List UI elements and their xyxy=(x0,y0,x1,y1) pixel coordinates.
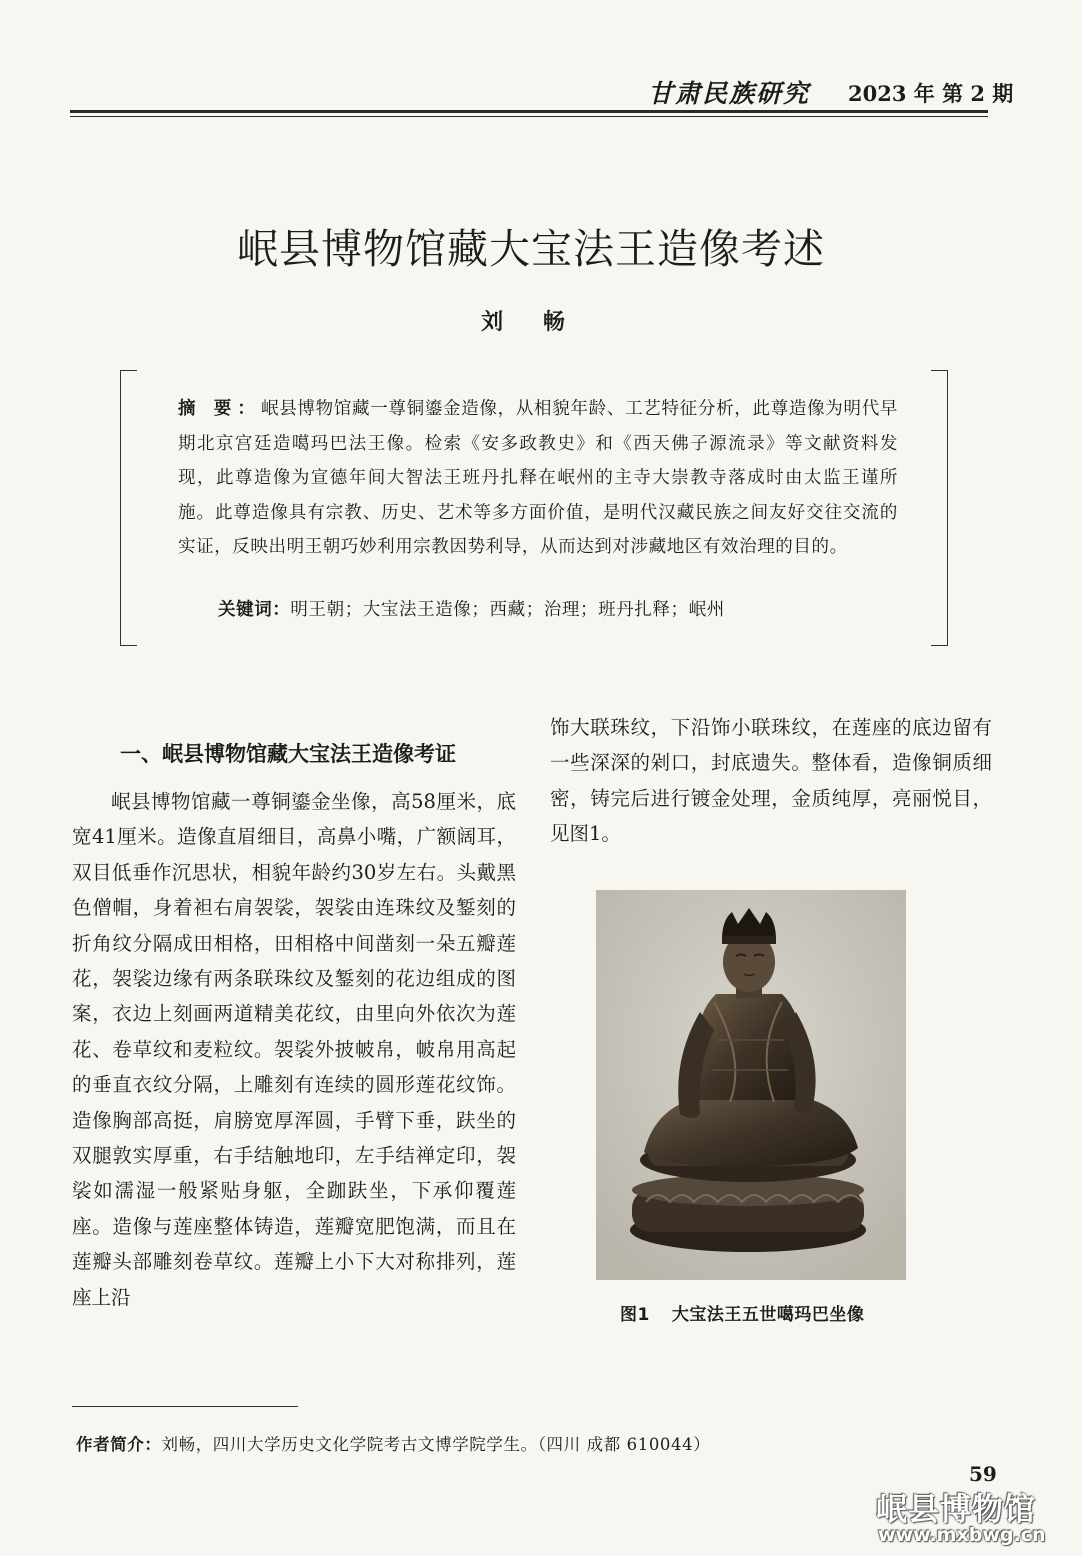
footnote-rule xyxy=(72,1406,298,1407)
figure-statue-photo xyxy=(596,890,906,1280)
watermark-name: 岷县博物馆 xyxy=(876,1492,1036,1528)
watermark-url: www.mxbwg.cn xyxy=(878,1524,1046,1546)
article-title: 岷县博物馆藏大宝法王造像考述 xyxy=(237,225,825,273)
header-rule xyxy=(70,110,988,113)
abstract-label: 摘 要： xyxy=(178,399,262,419)
abstract xyxy=(178,392,898,565)
author-bio-text: 刘畅，四川大学历史文化学院考古文博学院学生。（四川 成都 610044） xyxy=(161,1435,711,1454)
figure-caption xyxy=(620,1300,864,1325)
article-author: 刘 畅 xyxy=(481,309,581,335)
keywords-label: 关键词： xyxy=(218,600,291,620)
header-rule-thin xyxy=(70,116,988,117)
page-number: 59 xyxy=(969,1462,997,1486)
keywords xyxy=(218,596,725,621)
issue-label: 2023 年 第 2 期 xyxy=(848,81,1014,106)
abstract-text: 岷县博物馆藏一尊铜鎏金造像，从相貌年龄、工艺特征分析，此尊造像为明代早期北京宫廷造噶玛巴法王像。检索《安多政教史》和《西天佛子源流录》等文献资料发现，此尊造像为宣德年间大智法王班丹扎释在岷州的主寺大崇教寺落成时由太监王谨所施。此尊造像具有宗教、历史、艺术等多方面价值，是明代汉藏民族之间友好交往交流的实证，反映出明王朝巧妙利用宗教因势利导，从而达到对涉藏地区有效治理的目的。 xyxy=(178,399,899,557)
section-heading: 一、岷县博物馆藏大宝法王造像考证 xyxy=(120,742,456,766)
author-bio-label: 作者简介： xyxy=(76,1435,162,1454)
body-column-left xyxy=(72,784,516,1315)
figure-caption-text: 大宝法王五世噶玛巴坐像 xyxy=(671,1305,865,1325)
body-column-right xyxy=(550,710,992,852)
author-bio xyxy=(76,1431,710,1455)
body-paragraph: 岷县博物馆藏一尊铜鎏金坐像，高58厘米，底宽41厘米。造像直眉细目，高鼻小嘴，广额阔耳，双目低垂作沉思状，相貌年龄约30岁左右。头戴黑色僧帽，身着袒右肩袈裟，袈裟由连珠纹及錾刻的折角纹分隔成田相格，田相格中间凿刻一朵五瓣莲花，袈裟边缘有两条联珠纹及錾刻的花边组成的图案，衣边上刻画两道精美花纹，由里向外依次为莲花、卷草纹和麦粒纹。袈裟外披帔帛，帔帛用高起的垂直衣纹分隔，上雕刻有连续的圆形莲花纹饰。造像胸部高挺，肩膀宽厚浑圆，手臂下垂，趺坐的双腿敦实厚重，右手结触地印，左手结禅定印，袈裟如濡湿一般紧贴身躯，全跏趺坐，下承仰覆莲座。造像与莲座整体铸造，莲瓣宽肥饱满，而且在莲瓣头部雕刻卷草纹。莲瓣上小下大对称排列，莲座上沿 xyxy=(72,790,516,1309)
figure-number: 图1 xyxy=(620,1305,650,1325)
body-paragraph-continued: 饰大联珠纹，下沿饰小联珠纹，在莲座的底边留有一些深深的剁口，封底遗失。整体看，造像铜质细密，铸完后进行镀金处理，金质纯厚，亮丽悦目，见图1。 xyxy=(550,716,992,846)
journal-name: 甘肃民族研究 xyxy=(648,79,811,108)
statue-illustration xyxy=(596,890,906,1280)
keywords-text: 明王朝；大宝法王造像；西藏；治理；班丹扎释；岷州 xyxy=(290,600,725,620)
